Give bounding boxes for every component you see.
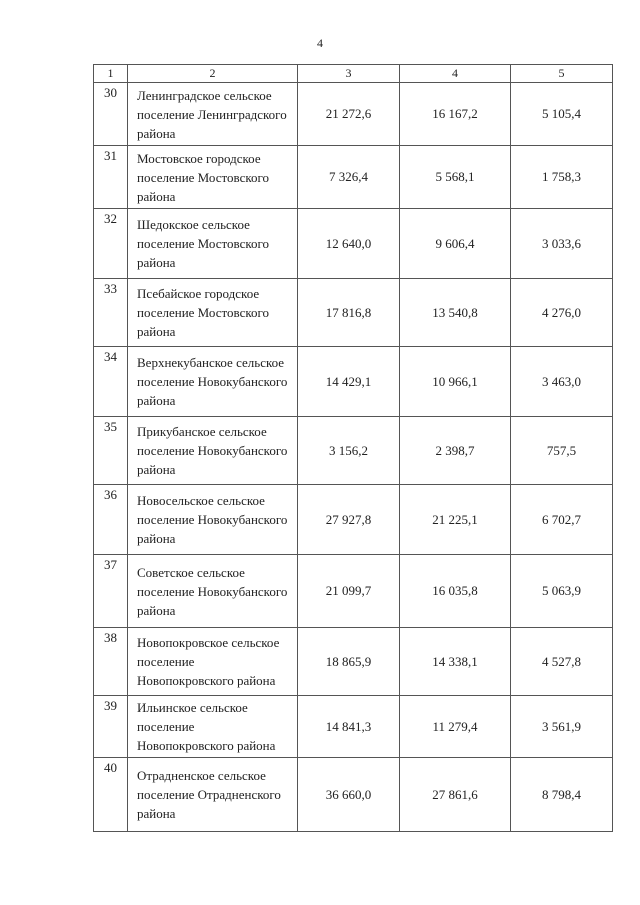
row-number: 31 [94, 146, 128, 209]
header-col-3: 3 [298, 65, 400, 83]
settlement-name: Псебайское городское поселение Мостовского района [128, 279, 298, 347]
value-col-3: 18 865,9 [298, 628, 400, 696]
table-row [94, 347, 613, 417]
value-col-5: 4 276,0 [511, 279, 613, 347]
table-row [94, 279, 613, 347]
value-col-4: 10 966,1 [400, 347, 511, 417]
row-number: 40 [94, 758, 128, 832]
table-row [94, 209, 613, 279]
row-number: 30 [94, 83, 128, 146]
value-col-3: 27 927,8 [298, 485, 400, 555]
value-col-5: 1 758,3 [511, 146, 613, 209]
value-col-5: 5 105,4 [511, 83, 613, 146]
page-number: 4 [317, 36, 323, 50]
header-col-4: 4 [400, 65, 511, 83]
settlement-name: Новопокровское сельское поселение Новопокровского района [128, 628, 298, 696]
settlement-name: Ильинское сельское поселение Новопокровского района [128, 696, 298, 758]
header-col-2: 2 [128, 65, 298, 83]
value-col-4: 11 279,4 [400, 696, 511, 758]
row-number: 37 [94, 555, 128, 628]
value-col-4: 16 035,8 [400, 555, 511, 628]
row-number: 39 [94, 696, 128, 758]
value-col-4: 14 338,1 [400, 628, 511, 696]
row-number: 32 [94, 209, 128, 279]
settlement-name: Шедокское сельское поселение Мостовского района [128, 209, 298, 279]
row-number: 36 [94, 485, 128, 555]
table-row [94, 146, 613, 209]
value-col-3: 36 660,0 [298, 758, 400, 832]
value-col-5: 6 702,7 [511, 485, 613, 555]
settlement-name: Отрадненское сельское поселение Отрадненского района [128, 758, 298, 832]
table-row [94, 555, 613, 628]
header-col-5: 5 [511, 65, 613, 83]
value-col-5: 3 463,0 [511, 347, 613, 417]
table-row [94, 696, 613, 758]
value-col-3: 14 429,1 [298, 347, 400, 417]
value-col-4: 16 167,2 [400, 83, 511, 146]
header-col-1: 1 [94, 65, 128, 83]
value-col-4: 27 861,6 [400, 758, 511, 832]
table-row [94, 417, 613, 485]
row-number: 33 [94, 279, 128, 347]
table-row [94, 485, 613, 555]
table-row [94, 83, 613, 146]
settlement-name: Новосельское сельское поселение Новокубанского района [128, 485, 298, 555]
value-col-5: 8 798,4 [511, 758, 613, 832]
table-row [94, 758, 613, 832]
settlement-name: Мостовское городское поселение Мостовского района [128, 146, 298, 209]
settlement-name: Верхнекубанское сельское поселение Новокубанского района [128, 347, 298, 417]
value-col-3: 7 326,4 [298, 146, 400, 209]
value-col-3: 12 640,0 [298, 209, 400, 279]
value-col-5: 3 033,6 [511, 209, 613, 279]
row-number: 38 [94, 628, 128, 696]
settlement-name: Советское сельское поселение Новокубанского района [128, 555, 298, 628]
value-col-5: 757,5 [511, 417, 613, 485]
row-number: 34 [94, 347, 128, 417]
value-col-4: 2 398,7 [400, 417, 511, 485]
value-col-3: 3 156,2 [298, 417, 400, 485]
row-number: 35 [94, 417, 128, 485]
value-col-3: 17 816,8 [298, 279, 400, 347]
data-table [93, 64, 613, 832]
value-col-5: 3 561,9 [511, 696, 613, 758]
header-row [94, 65, 613, 83]
value-col-3: 21 099,7 [298, 555, 400, 628]
value-col-3: 21 272,6 [298, 83, 400, 146]
settlement-name: Прикубанское сельское поселение Новокубанского района [128, 417, 298, 485]
value-col-3: 14 841,3 [298, 696, 400, 758]
settlement-name: Ленинградское сельское поселение Ленинградского района [128, 83, 298, 146]
value-col-4: 21 225,1 [400, 485, 511, 555]
table-row [94, 628, 613, 696]
value-col-5: 4 527,8 [511, 628, 613, 696]
value-col-5: 5 063,9 [511, 555, 613, 628]
value-col-4: 9 606,4 [400, 209, 511, 279]
value-col-4: 13 540,8 [400, 279, 511, 347]
value-col-4: 5 568,1 [400, 146, 511, 209]
